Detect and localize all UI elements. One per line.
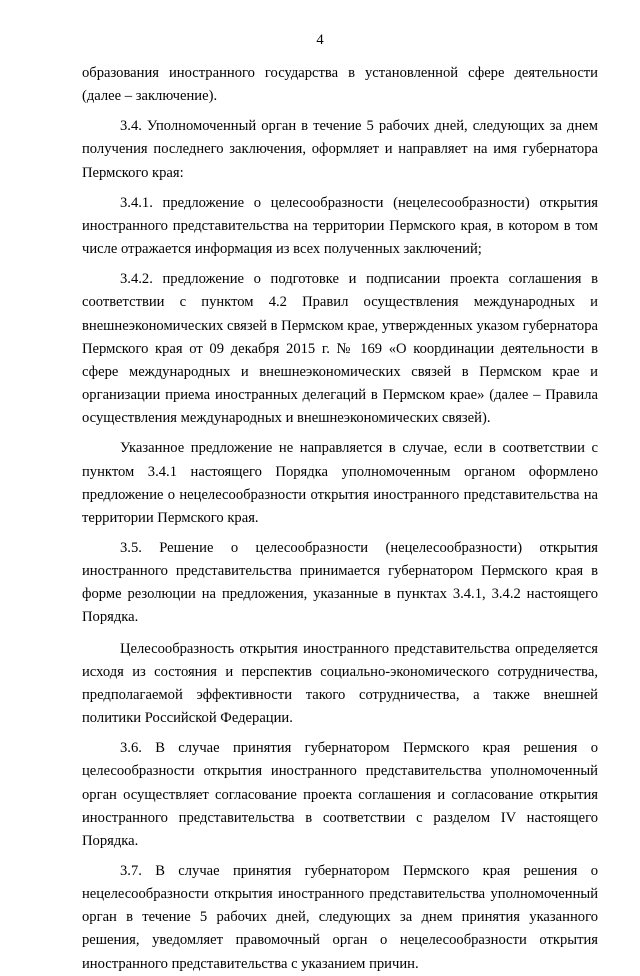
- paragraph-3-4: 3.4. Уполномоченный орган в течение 5 рабочих дней, следующих за днем получения последнего заключения, оформляет и направляет на имя губернатора Пермского края:: [82, 118, 598, 181]
- page-number: 4: [316, 32, 324, 48]
- paragraph-3-6: 3.6. В случае принятия губернатором Пермского края решения о целесообразности открытия иностранного представительства уполномоченный орган осуществляет согласование проекта соглашения и согласование открытия иностранного представительства в соответствии с разделом IV настоящего Порядка.: [82, 740, 598, 849]
- paragraph-3-5: 3.5. Решение о целесообразности (нецелесообразности) открытия иностранного представительства принимается губернатором Пермского края в форме резолюции на предложения, указанные в пунктах 3.4.1, 3.4.2 настоящего Порядка.: [82, 539, 598, 626]
- paragraph-3-7: 3.7. В случае принятия губернатором Пермского края решения о нецелесообразности открытия иностранного представительства уполномоченный орган в течение 5 рабочих дней, следующих за днем принятия указанного решения, уведомляет правомочный орган о нецелесообразности открытия иностранного представительства с указанием причин.: [82, 863, 598, 972]
- paragraph-continuation: образования иностранного государства в установленной сфере деятельности (далее – заключение).: [82, 65, 598, 105]
- document-body: [82, 62, 598, 976]
- paragraph-3-4-2: 3.4.2. предложение о подготовке и подписании проекта соглашения в соответствии с пунктом 4.2 Правил осуществления международных и внешнеэкономических связей в Пермском крае, утвержденных указом губернатора Пермского края от 09 декабря 2015 г. № 169 «О координации деятельности в сфере международных и внешнеэкономических связей в Пермском крае и организации приема иностранных делегаций в Пермском крае» (далее – Правила осуществления международных и внешнеэкономических связей).: [82, 271, 598, 427]
- paragraph-expediency: Целесообразность открытия иностранного представительства определяется исходя из состояния и перспектив социально-экономического сотрудничества, предполагаемой эффективности такого сотрудничества, а также внешней политики Российской Федерации.: [82, 640, 598, 727]
- paragraph-3-4-1: 3.4.1. предложение о целесообразности (нецелесообразности) открытия иностранного представительства на территории Пермского края, в котором в том числе отражается информация из всех полученных заключений;: [82, 194, 598, 258]
- paragraph-exception: Указанное предложение не направляется в случае, если в соответствии с пунктом 3.4.1 настоящего Порядка уполномоченным органом оформлено предложение о нецелесообразности открытия иностранного представительства на территории Пермского края.: [82, 440, 598, 526]
